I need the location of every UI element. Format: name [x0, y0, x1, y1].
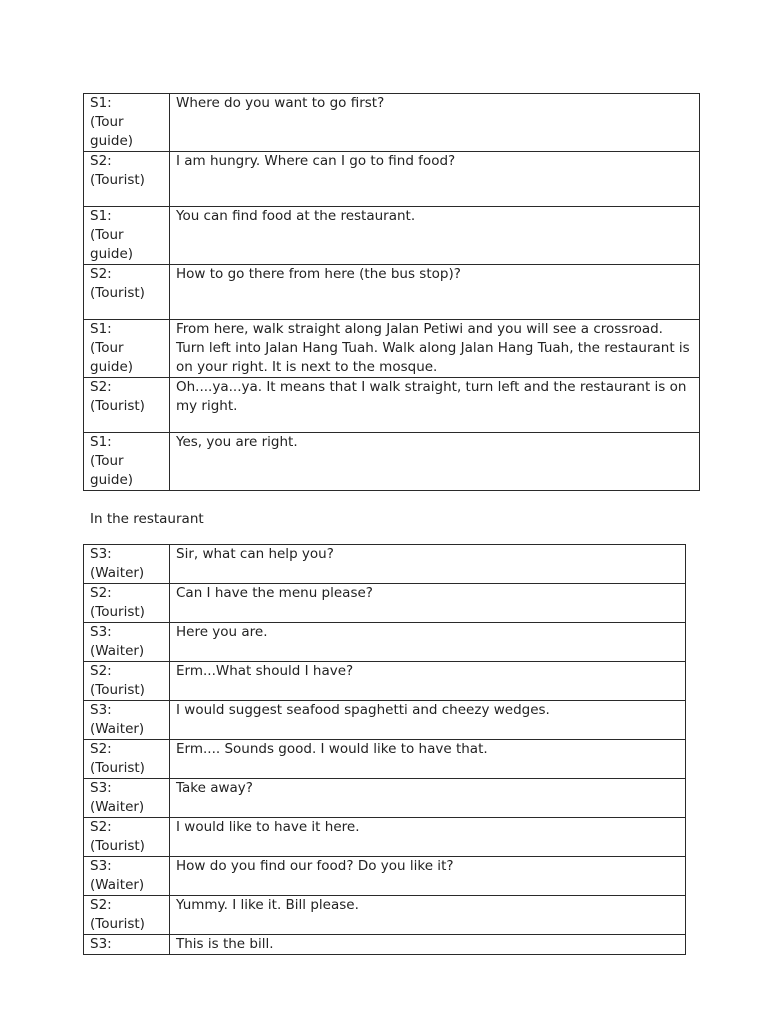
dialogue-cell: How to go there from here (the bus stop)?	[170, 265, 700, 320]
speaker-cell: S3:	[84, 935, 170, 955]
dialogue-cell: Can I have the menu please?	[170, 584, 686, 623]
table-row	[84, 94, 700, 152]
speaker-cell: S2: (Tourist)	[84, 584, 170, 623]
table-row	[84, 623, 686, 662]
table-row	[84, 857, 686, 896]
speaker-cell: S1: (Tour guide)	[84, 207, 170, 265]
dialogue-cell: Erm.... Sounds good. I would like to have that.	[170, 740, 686, 779]
dialogue-cell: Yummy. I like it. Bill please.	[170, 896, 686, 935]
dialogue-cell: Where do you want to go first?	[170, 94, 700, 152]
table-row	[84, 584, 686, 623]
table-row	[84, 265, 700, 320]
dialogue-cell: I would suggest seafood spaghetti and cheezy wedges.	[170, 701, 686, 740]
dialogue-cell: Sir, what can help you?	[170, 545, 686, 584]
table-row	[84, 896, 686, 935]
dialogue-cell: Yes, you are right.	[170, 433, 700, 491]
table-row	[84, 433, 700, 491]
speaker-cell: S3: (Waiter)	[84, 779, 170, 818]
table-row	[84, 935, 686, 955]
restaurant-dialogue-table	[83, 544, 686, 955]
speaker-cell: S2: (Tourist)	[84, 378, 170, 433]
speaker-cell: S3: (Waiter)	[84, 857, 170, 896]
speaker-cell: S1: (Tour guide)	[84, 433, 170, 491]
speaker-cell: S3: (Waiter)	[84, 623, 170, 662]
speaker-cell: S2: (Tourist)	[84, 896, 170, 935]
table-row	[84, 662, 686, 701]
speaker-cell: S2: (Tourist)	[84, 152, 170, 207]
speaker-cell: S2: (Tourist)	[84, 818, 170, 857]
table-row	[84, 378, 700, 433]
speaker-cell: S3: (Waiter)	[84, 701, 170, 740]
tour-guide-dialogue-table	[83, 93, 700, 491]
table-row	[84, 818, 686, 857]
dialogue-cell: How do you find our food? Do you like it?	[170, 857, 686, 896]
table-row	[84, 152, 700, 207]
dialogue-cell: From here, walk straight along Jalan Petiwi and you will see a crossroad. Turn left into Jalan Hang Tuah. Walk along Jalan Hang Tuah, the restaurant is on your right. It is next to the mosque.	[170, 320, 700, 378]
table-row	[84, 740, 686, 779]
speaker-cell: S2: (Tourist)	[84, 265, 170, 320]
dialogue-cell: I am hungry. Where can I go to find food?	[170, 152, 700, 207]
speaker-cell: S2: (Tourist)	[84, 740, 170, 779]
dialogue-cell: This is the bill.	[170, 935, 686, 955]
table-row	[84, 545, 686, 584]
dialogue-cell: Here you are.	[170, 623, 686, 662]
dialogue-cell: I would like to have it here.	[170, 818, 686, 857]
table-row	[84, 779, 686, 818]
speaker-cell: S1: (Tour guide)	[84, 320, 170, 378]
table-row	[84, 701, 686, 740]
dialogue-cell: Erm...What should I have?	[170, 662, 686, 701]
dialogue-cell: You can find food at the restaurant.	[170, 207, 700, 265]
table-row	[84, 207, 700, 265]
dialogue-cell: Oh....ya...ya. It means that I walk straight, turn left and the restaurant is on my right.	[170, 378, 700, 433]
speaker-cell: S1: (Tour guide)	[84, 94, 170, 152]
table-row	[84, 320, 700, 378]
speaker-cell: S3: (Waiter)	[84, 545, 170, 584]
speaker-cell: S2: (Tourist)	[84, 662, 170, 701]
dialogue-cell: Take away?	[170, 779, 686, 818]
section-heading: In the restaurant	[90, 511, 204, 527]
